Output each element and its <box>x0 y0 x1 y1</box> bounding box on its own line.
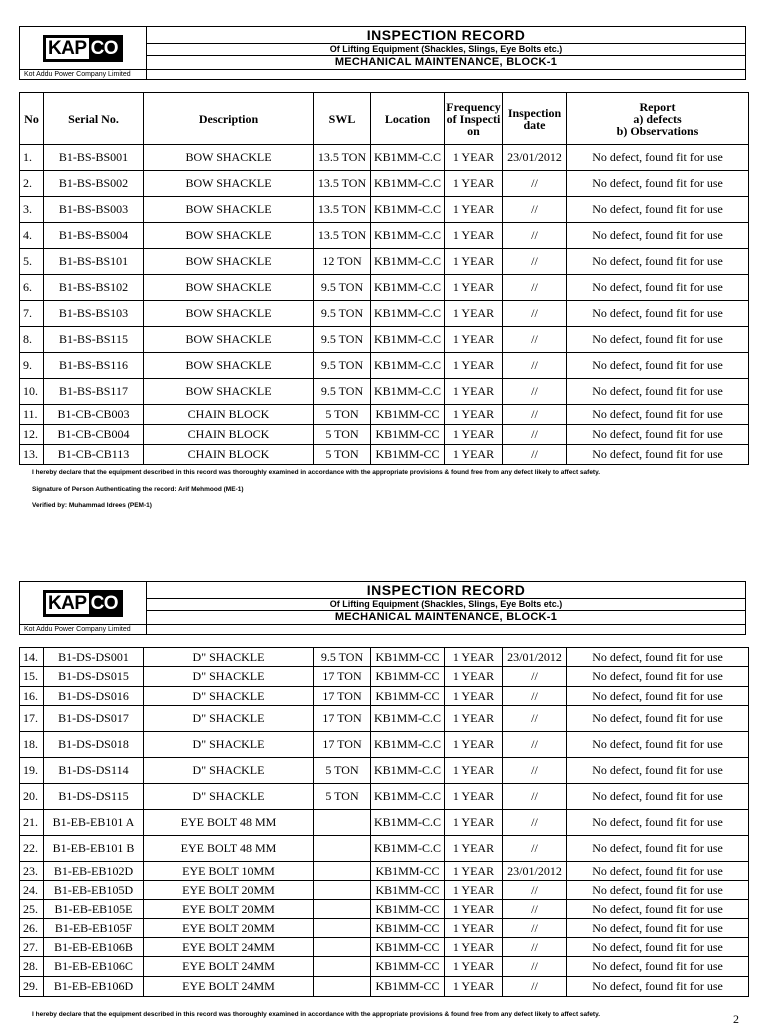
page-number: 2 <box>733 1012 739 1026</box>
row-no: 13. <box>20 445 44 465</box>
signature-line: Signature of Person Authenticating the record: Arif Mehmood (ME-1) <box>32 486 244 493</box>
row-description: D" SHACKLE <box>144 648 314 667</box>
col-no: No <box>20 93 44 145</box>
row-description: BOW SHACKLE <box>144 145 314 171</box>
row-serial: B1-BS-BS001 <box>44 145 144 171</box>
row-description: EYE BOLT 20MM <box>144 881 314 900</box>
row-inspection-date: // <box>503 784 567 810</box>
row-report: No defect, found fit for use <box>567 758 749 784</box>
row-no: 3. <box>20 197 44 223</box>
row-inspection-date: 23/01/2012 <box>503 145 567 171</box>
row-description: EYE BOLT 48 MM <box>144 810 314 836</box>
row-inspection-date: // <box>503 353 567 379</box>
record-subtitle: Of Lifting Equipment (Shackles, Slings, Eye Bolts etc.) <box>147 599 746 611</box>
row-no: 5. <box>20 249 44 275</box>
table-row <box>20 667 749 687</box>
row-serial: B1-EB-EB101 B <box>44 836 144 862</box>
row-swl <box>314 938 371 957</box>
row-serial: B1-DS-DS114 <box>44 758 144 784</box>
table-row <box>20 327 749 353</box>
row-location: KB1MM-CC <box>371 900 445 919</box>
row-report: No defect, found fit for use <box>567 145 749 171</box>
row-location: KB1MM-C.C <box>371 145 445 171</box>
row-frequency: 1 YEAR <box>445 687 503 706</box>
row-swl: 13.5 TON <box>314 145 371 171</box>
row-report: No defect, found fit for use <box>567 425 749 445</box>
table-row <box>20 145 749 171</box>
row-report: No defect, found fit for use <box>567 667 749 687</box>
row-swl: 5 TON <box>314 425 371 445</box>
row-frequency: 1 YEAR <box>445 249 503 275</box>
row-description: BOW SHACKLE <box>144 197 314 223</box>
row-frequency: 1 YEAR <box>445 301 503 327</box>
table-row <box>20 249 749 275</box>
company-name: Kot Addu Power Company Limited <box>20 70 147 80</box>
row-swl <box>314 957 371 977</box>
row-no: 25. <box>20 900 44 919</box>
verified-line: Verified by: Muhammad Idrees (PEM-1) <box>32 502 152 509</box>
row-swl: 17 TON <box>314 687 371 706</box>
row-no: 23. <box>20 862 44 881</box>
row-no: 21. <box>20 810 44 836</box>
row-swl <box>314 900 371 919</box>
row-no: 16. <box>20 687 44 706</box>
row-frequency: 1 YEAR <box>445 425 503 445</box>
row-report: No defect, found fit for use <box>567 275 749 301</box>
row-frequency: 1 YEAR <box>445 445 503 465</box>
table-row <box>20 810 749 836</box>
row-report: No defect, found fit for use <box>567 379 749 405</box>
row-description: D" SHACKLE <box>144 784 314 810</box>
table-row <box>20 784 749 810</box>
row-frequency: 1 YEAR <box>445 977 503 997</box>
row-serial: B1-BS-BS103 <box>44 301 144 327</box>
row-description: BOW SHACKLE <box>144 301 314 327</box>
row-frequency: 1 YEAR <box>445 667 503 687</box>
row-frequency: 1 YEAR <box>445 648 503 667</box>
row-description: D" SHACKLE <box>144 758 314 784</box>
row-swl: 5 TON <box>314 405 371 425</box>
row-inspection-date: // <box>503 301 567 327</box>
table-row <box>20 353 749 379</box>
row-swl: 13.5 TON <box>314 223 371 249</box>
row-frequency: 1 YEAR <box>445 327 503 353</box>
row-swl: 13.5 TON <box>314 171 371 197</box>
row-inspection-date: // <box>503 957 567 977</box>
row-frequency: 1 YEAR <box>445 379 503 405</box>
row-frequency: 1 YEAR <box>445 810 503 836</box>
row-location: KB1MM-CC <box>371 938 445 957</box>
row-swl: 17 TON <box>314 706 371 732</box>
row-swl <box>314 881 371 900</box>
row-inspection-date: // <box>503 836 567 862</box>
col-serial: Serial No. <box>44 93 144 145</box>
table-row <box>20 919 749 938</box>
row-description: BOW SHACKLE <box>144 171 314 197</box>
row-report: No defect, found fit for use <box>567 938 749 957</box>
table-row <box>20 938 749 957</box>
row-frequency: 1 YEAR <box>445 197 503 223</box>
row-location: KB1MM-CC <box>371 862 445 881</box>
row-no: 6. <box>20 275 44 301</box>
row-swl: 13.5 TON <box>314 197 371 223</box>
table-row <box>20 687 749 706</box>
row-no: 1. <box>20 145 44 171</box>
row-report: No defect, found fit for use <box>567 197 749 223</box>
table-row <box>20 957 749 977</box>
row-serial: B1-EB-EB101 A <box>44 810 144 836</box>
inspection-table-2 <box>19 647 749 997</box>
row-report: No defect, found fit for use <box>567 353 749 379</box>
row-frequency: 1 YEAR <box>445 405 503 425</box>
row-no: 27. <box>20 938 44 957</box>
inspection-table-1 <box>19 92 749 465</box>
table-row <box>20 171 749 197</box>
row-location: KB1MM-C.C <box>371 353 445 379</box>
row-location: KB1MM-C.C <box>371 327 445 353</box>
row-inspection-date: 23/01/2012 <box>503 862 567 881</box>
record-header-2 <box>19 581 746 635</box>
row-serial: B1-BS-BS117 <box>44 379 144 405</box>
row-serial: B1-CB-CB113 <box>44 445 144 465</box>
row-inspection-date: // <box>503 667 567 687</box>
row-location: KB1MM-CC <box>371 919 445 938</box>
row-description: BOW SHACKLE <box>144 223 314 249</box>
row-inspection-date: // <box>503 171 567 197</box>
row-swl: 9.5 TON <box>314 327 371 353</box>
row-inspection-date: // <box>503 919 567 938</box>
col-inspection-date: Inspection date <box>503 93 567 145</box>
table-row <box>20 425 749 445</box>
row-swl: 9.5 TON <box>314 648 371 667</box>
row-inspection-date: // <box>503 687 567 706</box>
col-location: Location <box>371 93 445 145</box>
record-subtitle: Of Lifting Equipment (Shackles, Slings, Eye Bolts etc.) <box>147 44 746 56</box>
row-serial: B1-BS-BS002 <box>44 171 144 197</box>
row-description: CHAIN BLOCK <box>144 405 314 425</box>
row-no: 28. <box>20 957 44 977</box>
row-description: BOW SHACKLE <box>144 379 314 405</box>
table-row <box>20 836 749 862</box>
department-title: MECHANICAL MAINTENANCE, BLOCK-1 <box>147 56 746 70</box>
row-description: CHAIN BLOCK <box>144 425 314 445</box>
row-location: KB1MM-CC <box>371 881 445 900</box>
row-serial: B1-DS-DS017 <box>44 706 144 732</box>
row-location: KB1MM-C.C <box>371 706 445 732</box>
row-frequency: 1 YEAR <box>445 957 503 977</box>
row-no: 24. <box>20 881 44 900</box>
row-no: 20. <box>20 784 44 810</box>
row-serial: B1-EB-EB105E <box>44 900 144 919</box>
row-description: EYE BOLT 24MM <box>144 957 314 977</box>
row-swl: 17 TON <box>314 667 371 687</box>
row-report: No defect, found fit for use <box>567 249 749 275</box>
row-no: 29. <box>20 977 44 997</box>
row-report: No defect, found fit for use <box>567 784 749 810</box>
row-serial: B1-BS-BS004 <box>44 223 144 249</box>
row-no: 4. <box>20 223 44 249</box>
row-no: 19. <box>20 758 44 784</box>
row-serial: B1-DS-DS115 <box>44 784 144 810</box>
row-description: EYE BOLT 20MM <box>144 919 314 938</box>
table-row <box>20 648 749 667</box>
row-frequency: 1 YEAR <box>445 836 503 862</box>
row-inspection-date: // <box>503 223 567 249</box>
row-swl: 9.5 TON <box>314 379 371 405</box>
table-row <box>20 405 749 425</box>
row-serial: B1-DS-DS001 <box>44 648 144 667</box>
row-report: No defect, found fit for use <box>567 706 749 732</box>
row-serial: B1-BS-BS116 <box>44 353 144 379</box>
row-frequency: 1 YEAR <box>445 171 503 197</box>
row-no: 9. <box>20 353 44 379</box>
row-serial: B1-BS-BS102 <box>44 275 144 301</box>
row-location: KB1MM-C.C <box>371 732 445 758</box>
declaration-2: I hereby declare that the equipment described in this record was thoroughly examined in accordance with the appropriate provisions & found free from any defect likely to affect safety. <box>32 1011 601 1018</box>
row-description: EYE BOLT 24MM <box>144 977 314 997</box>
row-location: KB1MM-CC <box>371 667 445 687</box>
row-inspection-date: // <box>503 327 567 353</box>
table-header-row <box>20 93 749 145</box>
row-serial: B1-BS-BS003 <box>44 197 144 223</box>
row-location: KB1MM-C.C <box>371 379 445 405</box>
row-report: No defect, found fit for use <box>567 957 749 977</box>
col-description: Description <box>144 93 314 145</box>
row-location: KB1MM-CC <box>371 957 445 977</box>
logo-cell <box>20 27 147 70</box>
row-serial: B1-EB-EB105F <box>44 919 144 938</box>
row-description: D" SHACKLE <box>144 706 314 732</box>
row-report: No defect, found fit for use <box>567 687 749 706</box>
row-serial: B1-EB-EB106C <box>44 957 144 977</box>
table-row <box>20 379 749 405</box>
row-frequency: 1 YEAR <box>445 919 503 938</box>
row-inspection-date: // <box>503 249 567 275</box>
row-serial: B1-DS-DS015 <box>44 667 144 687</box>
record-header-1 <box>19 26 746 80</box>
row-inspection-date: // <box>503 977 567 997</box>
row-no: 10. <box>20 379 44 405</box>
row-frequency: 1 YEAR <box>445 145 503 171</box>
row-report: No defect, found fit for use <box>567 223 749 249</box>
table-row <box>20 706 749 732</box>
row-no: 15. <box>20 667 44 687</box>
row-location: KB1MM-C.C <box>371 301 445 327</box>
row-swl: 5 TON <box>314 445 371 465</box>
department-title: MECHANICAL MAINTENANCE, BLOCK-1 <box>147 611 746 625</box>
table-row <box>20 758 749 784</box>
row-inspection-date: 23/01/2012 <box>503 648 567 667</box>
header-blank <box>147 625 746 635</box>
row-description: BOW SHACKLE <box>144 275 314 301</box>
row-frequency: 1 YEAR <box>445 784 503 810</box>
row-swl <box>314 977 371 997</box>
kapco-logo: KAP CO <box>43 590 123 617</box>
row-inspection-date: // <box>503 900 567 919</box>
row-report: No defect, found fit for use <box>567 919 749 938</box>
table-row <box>20 197 749 223</box>
row-frequency: 1 YEAR <box>445 223 503 249</box>
row-inspection-date: // <box>503 732 567 758</box>
row-frequency: 1 YEAR <box>445 938 503 957</box>
col-swl: SWL <box>314 93 371 145</box>
row-frequency: 1 YEAR <box>445 758 503 784</box>
row-location: KB1MM-C.C <box>371 171 445 197</box>
row-serial: B1-DS-DS018 <box>44 732 144 758</box>
row-swl <box>314 836 371 862</box>
table-row <box>20 881 749 900</box>
row-description: BOW SHACKLE <box>144 353 314 379</box>
table-row <box>20 301 749 327</box>
row-inspection-date: // <box>503 425 567 445</box>
table-row <box>20 445 749 465</box>
row-location: KB1MM-C.C <box>371 249 445 275</box>
company-name: Kot Addu Power Company Limited <box>20 625 147 635</box>
header-blank <box>147 70 746 80</box>
row-no: 7. <box>20 301 44 327</box>
row-frequency: 1 YEAR <box>445 881 503 900</box>
row-inspection-date: // <box>503 881 567 900</box>
row-description: EYE BOLT 48 MM <box>144 836 314 862</box>
row-frequency: 1 YEAR <box>445 353 503 379</box>
row-no: 2. <box>20 171 44 197</box>
row-report: No defect, found fit for use <box>567 881 749 900</box>
row-description: D" SHACKLE <box>144 732 314 758</box>
row-no: 18. <box>20 732 44 758</box>
row-description: EYE BOLT 24MM <box>144 938 314 957</box>
col-report: Report a) defects b) Observations <box>567 93 749 145</box>
row-report: No defect, found fit for use <box>567 445 749 465</box>
row-no: 14. <box>20 648 44 667</box>
table-row <box>20 977 749 997</box>
row-location: KB1MM-CC <box>371 445 445 465</box>
row-swl <box>314 862 371 881</box>
row-inspection-date: // <box>503 758 567 784</box>
row-location: KB1MM-CC <box>371 648 445 667</box>
row-frequency: 1 YEAR <box>445 900 503 919</box>
row-location: KB1MM-CC <box>371 405 445 425</box>
row-inspection-date: // <box>503 197 567 223</box>
row-swl: 9.5 TON <box>314 353 371 379</box>
table-row <box>20 900 749 919</box>
row-frequency: 1 YEAR <box>445 275 503 301</box>
row-location: KB1MM-CC <box>371 687 445 706</box>
row-no: 17. <box>20 706 44 732</box>
row-frequency: 1 YEAR <box>445 706 503 732</box>
row-location: KB1MM-C.C <box>371 784 445 810</box>
row-serial: B1-BS-BS115 <box>44 327 144 353</box>
row-inspection-date: // <box>503 810 567 836</box>
declaration-1: I hereby declare that the equipment described in this record was thoroughly examined in accordance with the appropriate provisions & found free from any defect likely to affect safety. <box>32 469 601 476</box>
row-no: 26. <box>20 919 44 938</box>
row-description: BOW SHACKLE <box>144 327 314 353</box>
record-title: INSPECTION RECORD <box>147 27 746 44</box>
row-description: EYE BOLT 10MM <box>144 862 314 881</box>
row-report: No defect, found fit for use <box>567 301 749 327</box>
row-inspection-date: // <box>503 445 567 465</box>
row-inspection-date: // <box>503 405 567 425</box>
row-swl: 5 TON <box>314 758 371 784</box>
row-location: KB1MM-CC <box>371 425 445 445</box>
row-description: CHAIN BLOCK <box>144 445 314 465</box>
row-location: KB1MM-C.C <box>371 223 445 249</box>
col-frequency: Frequency of Inspection <box>445 93 503 145</box>
row-swl <box>314 810 371 836</box>
kapco-logo: KAP CO <box>43 35 123 62</box>
row-report: No defect, found fit for use <box>567 648 749 667</box>
table-row <box>20 223 749 249</box>
row-description: D" SHACKLE <box>144 687 314 706</box>
table-row <box>20 862 749 881</box>
row-no: 8. <box>20 327 44 353</box>
row-report: No defect, found fit for use <box>567 732 749 758</box>
row-serial: B1-EB-EB102D <box>44 862 144 881</box>
row-report: No defect, found fit for use <box>567 810 749 836</box>
table-row <box>20 732 749 758</box>
row-swl: 9.5 TON <box>314 275 371 301</box>
row-report: No defect, found fit for use <box>567 862 749 881</box>
row-report: No defect, found fit for use <box>567 836 749 862</box>
row-location: KB1MM-C.C <box>371 810 445 836</box>
row-swl <box>314 919 371 938</box>
row-report: No defect, found fit for use <box>567 171 749 197</box>
row-frequency: 1 YEAR <box>445 862 503 881</box>
row-description: BOW SHACKLE <box>144 249 314 275</box>
row-serial: B1-EB-EB106D <box>44 977 144 997</box>
row-no: 22. <box>20 836 44 862</box>
row-no: 11. <box>20 405 44 425</box>
row-serial: B1-EB-EB105D <box>44 881 144 900</box>
row-location: KB1MM-C.C <box>371 197 445 223</box>
row-swl: 9.5 TON <box>314 301 371 327</box>
row-serial: B1-CB-CB003 <box>44 405 144 425</box>
table-row <box>20 275 749 301</box>
row-serial: B1-CB-CB004 <box>44 425 144 445</box>
row-no: 12. <box>20 425 44 445</box>
row-swl: 12 TON <box>314 249 371 275</box>
row-inspection-date: // <box>503 275 567 301</box>
row-report: No defect, found fit for use <box>567 405 749 425</box>
row-report: No defect, found fit for use <box>567 327 749 353</box>
row-inspection-date: // <box>503 938 567 957</box>
row-description: D" SHACKLE <box>144 667 314 687</box>
logo-cell <box>20 582 147 625</box>
row-serial: B1-DS-DS016 <box>44 687 144 706</box>
row-location: KB1MM-C.C <box>371 758 445 784</box>
row-report: No defect, found fit for use <box>567 977 749 997</box>
row-location: KB1MM-C.C <box>371 275 445 301</box>
row-serial: B1-EB-EB106B <box>44 938 144 957</box>
row-frequency: 1 YEAR <box>445 732 503 758</box>
record-title: INSPECTION RECORD <box>147 582 746 599</box>
row-swl: 17 TON <box>314 732 371 758</box>
row-serial: B1-BS-BS101 <box>44 249 144 275</box>
row-description: EYE BOLT 20MM <box>144 900 314 919</box>
row-location: KB1MM-C.C <box>371 836 445 862</box>
row-inspection-date: // <box>503 379 567 405</box>
row-inspection-date: // <box>503 706 567 732</box>
row-report: No defect, found fit for use <box>567 900 749 919</box>
row-location: KB1MM-CC <box>371 977 445 997</box>
row-swl: 5 TON <box>314 784 371 810</box>
